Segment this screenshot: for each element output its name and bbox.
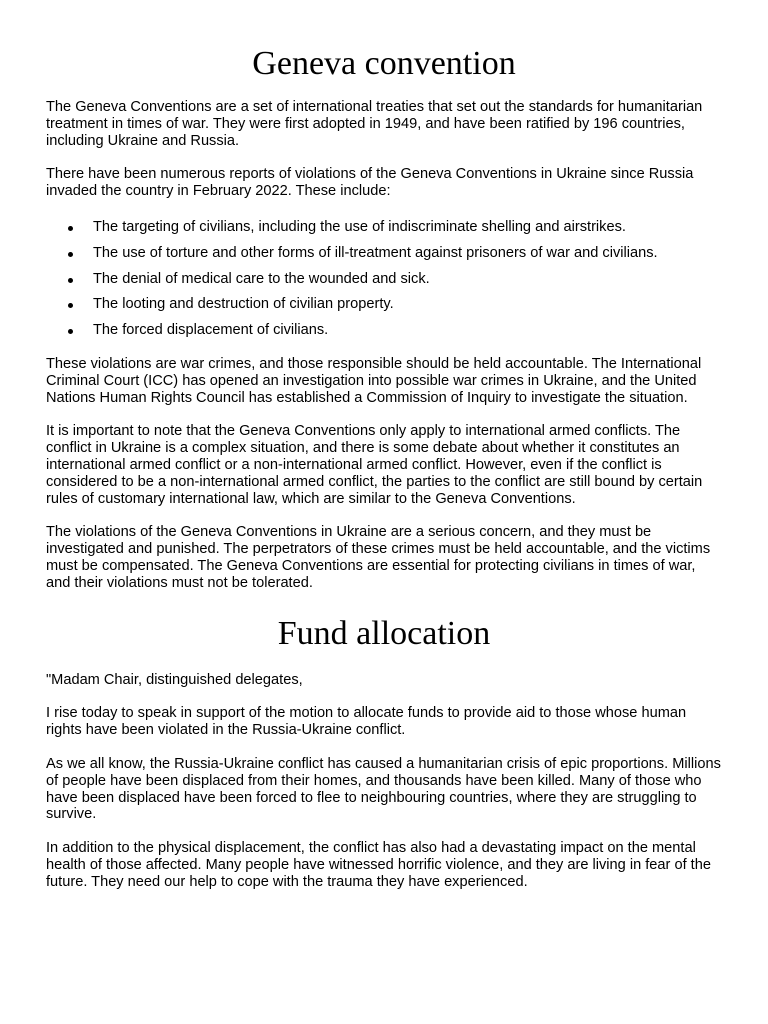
paragraph: The Geneva Conventions are a set of international treaties that set out the standards for humanitarian treatment in times of war. They were first adopted in 1949, and have been ratified by 196 countries, including Ukraine and Russia. xyxy=(46,99,703,149)
paragraph: There have been numerous reports of violations of the Geneva Conventions in Ukraine since Russia invaded the country in February 2022. These include: xyxy=(46,166,694,200)
list-item xyxy=(46,245,722,262)
paragraph: In addition to the physical displacement, the conflict has also had a devastating impact on the mental health of those affected. Many people have witnessed horrific violence, and they are living in fear of the future. They need our help to cope with the trauma they have experienced. xyxy=(46,840,711,890)
list-item xyxy=(46,219,722,236)
bullet-icon xyxy=(68,278,73,283)
paragraph: These violations are war crimes, and those responsible should be held accountable. The International Criminal Court (ICC) has opened an investigation into possible war crimes in Ukraine, and the United Nations Human Rights Council has established a Commission of Inquiry to investigate the situation. xyxy=(46,355,702,406)
bullet-icon xyxy=(68,252,73,257)
list-item xyxy=(46,322,722,339)
paragraph: As we all know, the Russia-Ukraine conflict has caused a humanitarian crisis of epic proportions. Millions of people have been displaced from their homes, and thousands have been killed. Many of those who have been displaced have been forced to flee to neighbouring countries, where they are struggling to survive. xyxy=(46,755,721,823)
bullet-icon xyxy=(68,303,73,308)
bullet-icon xyxy=(68,226,73,231)
paragraph: "Madam Chair, distinguished delegates, xyxy=(46,671,303,688)
list-item-text: The use of torture and other forms of ill-treatment against prisoners of war and civilians. xyxy=(93,244,658,261)
list-item-text: The looting and destruction of civilian property. xyxy=(93,296,394,313)
list-item xyxy=(46,296,722,313)
section-title-fund-allocation: Fund allocation xyxy=(277,614,491,652)
section-title-geneva-convention: Geneva convention xyxy=(252,45,516,82)
violations-list xyxy=(46,219,722,339)
list-item-text: The forced displacement of civilians. xyxy=(93,322,329,339)
list-item-text: The targeting of civilians, including the use of indiscriminate shelling and airstrikes. xyxy=(93,218,626,235)
list-item xyxy=(46,271,722,288)
bullet-icon xyxy=(68,329,73,334)
list-item-text: The denial of medical care to the wounded and sick. xyxy=(93,270,430,287)
paragraph: I rise today to speak in support of the motion to allocate funds to provide aid to those whose human rights have been violated in the Russia-Ukraine conflict. xyxy=(46,705,687,739)
paragraph: The violations of the Geneva Conventions in Ukraine are a serious concern, and they must be investigated and punished. The perpetrators of these crimes must be held accountable, and the victims must be compensated. The Geneva Conventions are essential for protecting civilians in times of war, and their violations must not be tolerated. xyxy=(46,524,711,591)
paragraph: It is important to note that the Geneva Conventions only apply to international armed conflicts. The conflict in Ukraine is a complex situation, and there is some debate about whether it constitutes an international armed conflict or a non-international armed conflict. However, even if the conflict is considered to be a non-international armed conflict, the parties to the conflict are still bound by certain rules of customary international law, which are similar to the Geneva Conventions. xyxy=(46,423,703,507)
